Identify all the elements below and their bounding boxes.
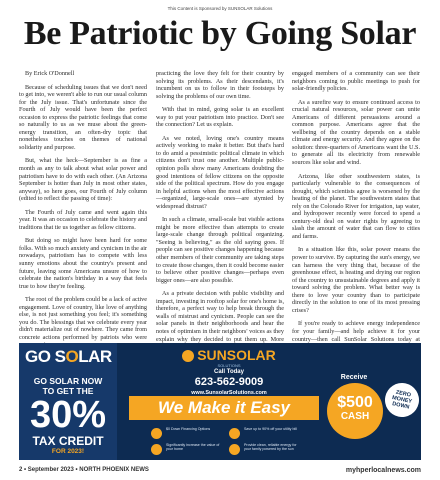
paragraph: In such a climate, small-scale but visible actions might be more effective than attempts to create large-scale change through political organizing. "Seeing is believing," as the old saying goes. If people can see positive changes happening because other members of their community are taking steps to create those changes, then it could become easier to believe other positive changes—perhaps even bigger ones—are also possible. bbox=[156, 216, 284, 284]
home-icon bbox=[151, 444, 162, 455]
go-solar-logo: GO SOLAR bbox=[25, 347, 112, 366]
paragraph: As we noted, loving one's country means actively working to make it better. But that's hard to do amid a pessimistic political climate in which citizens don't trust one another. Multiple public-opinion polls show many Americans doubting the good intentions of fellow citizens on the opposite side of the political spectrum. How do you engage in helpful actions when the most effective actions—organized, large-scale ones—are stymied by widespread distrust? bbox=[156, 134, 284, 210]
sun-icon bbox=[182, 350, 194, 362]
feature-item: Provide clean, reliable energy for your family powered by the sun bbox=[229, 443, 299, 457]
receive-text: Receive bbox=[340, 374, 368, 381]
sun-energy-icon bbox=[229, 444, 240, 455]
byline: By Erick O'Donnell bbox=[25, 70, 75, 77]
feature-item: Save up to 90% off your utility bill bbox=[229, 427, 299, 441]
ad-left-panel bbox=[19, 343, 117, 460]
headline: Be Patriotic by Going Solar bbox=[23, 15, 417, 52]
for-year-text: FOR 2023! bbox=[51, 448, 85, 455]
zero-money-down-badge: ZERO MONEY DOWN bbox=[382, 380, 421, 420]
page-footer bbox=[19, 467, 421, 473]
call-today-text: Call Today bbox=[214, 369, 244, 375]
paragraph: With that in mind, going solar is an excellent way to put your patriotism into practice. Don't see the connection? Let us explain. bbox=[156, 106, 284, 129]
paragraph: As a private decision with public visibility and impact, investing in rooftop solar for one's home is, therefore, a perfect way to help break through the walls of mistrust and cynicism. People can see the solar panels in their neighborhoods and hear the notes of optimism in their neighbors' voices as they explain why they decided to put them up. More bbox=[156, 290, 284, 343]
sunsolar-advertisement[interactable] bbox=[19, 343, 421, 460]
to-get-text: TO GET THE bbox=[42, 386, 94, 396]
sunsolar-logo: SUNSOLAR bbox=[159, 347, 299, 363]
paragraph: The Fourth of July came and went again this year. It was an occasion to celebrate the history and traditions that tie us together as fellow citizens. bbox=[19, 208, 147, 231]
tax-credit-text: TAX CREDIT bbox=[32, 434, 104, 448]
cash-offer-badge bbox=[327, 383, 383, 439]
footer-issue: 2 • September 2023 • NORTH PHOENIX NEWS bbox=[19, 467, 149, 473]
dollar-icon bbox=[151, 428, 162, 439]
sponsor-line: This Content is Sponsored by SUNSOLAR Solutions bbox=[167, 6, 273, 11]
article-column-3 bbox=[292, 70, 420, 364]
go-solar-now-text: GO SOLAR NOW bbox=[33, 376, 103, 386]
paragraph: practicing the love they felt for their country by solving its problems. As their descendants, it's incumbent on us to follow in their footsteps by solving the problems of our own time. bbox=[156, 70, 284, 100]
cash-label: CASH bbox=[340, 411, 370, 422]
feature-item: Significantly increase the value of your home bbox=[151, 443, 221, 457]
paragraph: If you're ready to achieve energy independence for your family—and help achieve it for your country—then call SunSolar Solutions today at bbox=[292, 320, 420, 343]
phone-number[interactable]: 623-562-9009 bbox=[194, 376, 264, 388]
paragraph: But doing so might have been hard for some folks. With so much anxiety and cynicism in the air nowadays, patriotism has to compete with less sunny emotions about the country's present and future, leaving some Americans unsure of how to celebrate the nation's birthday in a way that feels true to how they're feeling. bbox=[19, 237, 147, 290]
paragraph: Arizona, like other southwestern states, is particularly vulnerable to the consequences of drought, which scientists agree is worsened by the heating of the planet. The southwestern states that rely on the Colorado River for irrigation, tap water, and hydropower recently were forced to spend a century-old deal on water rights by agreeing to slash the amount of water that can flow to cities and farms. bbox=[292, 172, 420, 240]
article-column-2 bbox=[156, 70, 284, 357]
tax-credit-percent: 30% bbox=[29, 394, 107, 436]
brand-tagline: SOLUTIONS bbox=[217, 363, 241, 368]
paragraph: engaged members of a community can see their neighbors coming to public meetings to push for solar-friendly policies. bbox=[292, 70, 420, 93]
savings-icon bbox=[229, 428, 240, 439]
paragraph: In a situation like this, solar power means the power to survive. By capturing the sun's energy, we can harness the very thing that, because of the greenhouse effect, is heating and drying our region of the country to unsustainable degrees and apply it toward solving the problem. What better way is there to love your country than to participate directly in the solution to one of its most pressing crises? bbox=[292, 246, 420, 314]
article-column-1 bbox=[19, 70, 147, 355]
feature-item: $0 Down Financing Options bbox=[151, 427, 221, 441]
paragraph: Because of scheduling issues that we don't need to get into, we weren't able to run our usual column for the July issue. That's unfortunate since the Fourth of July would have been the perfect occasion to express the patriotic feelings that come so naturally to us as we muse about the green-energy transition, an often-dry topic that nonetheless touches on themes of national solidarity and purpose. bbox=[19, 83, 147, 151]
cash-amount: $500 bbox=[337, 394, 373, 411]
paragraph: But, what the heck—September is as fine a month as any to talk about what solar power and patriotism have to do with each other. (An Arizona September is hotter than July in most other states, anyway), so here goes, our Fourth of July column (edited to reflect the passing of time): bbox=[19, 157, 147, 203]
paragraph: The root of the problem could be a lack of active engagement. Love of country, like love of anything else, is not just something you feel; it's something you do. The blessings that we celebrate every year didn't materialize out of nowhere. They came from concrete actions performed by patriots who were bbox=[19, 296, 147, 341]
footer-website[interactable]: myhperlocalnews.com bbox=[345, 467, 421, 474]
website-link[interactable]: www.SunsolarSolutions.com bbox=[191, 390, 267, 396]
paragraph: As a surefire way to ensure continued access to crucial natural resources, solar power can unite Americans of different persuasions around a common purpose. Americans agree that the wellbeing of the country depends on a stable climate and energy security. And they agree on the solution: three-quarters of Americans want the U.S. to generate all its electricity from renewable sources like solar and wind. bbox=[292, 98, 420, 167]
make-it-easy-banner: We Make it Easy bbox=[129, 396, 319, 420]
